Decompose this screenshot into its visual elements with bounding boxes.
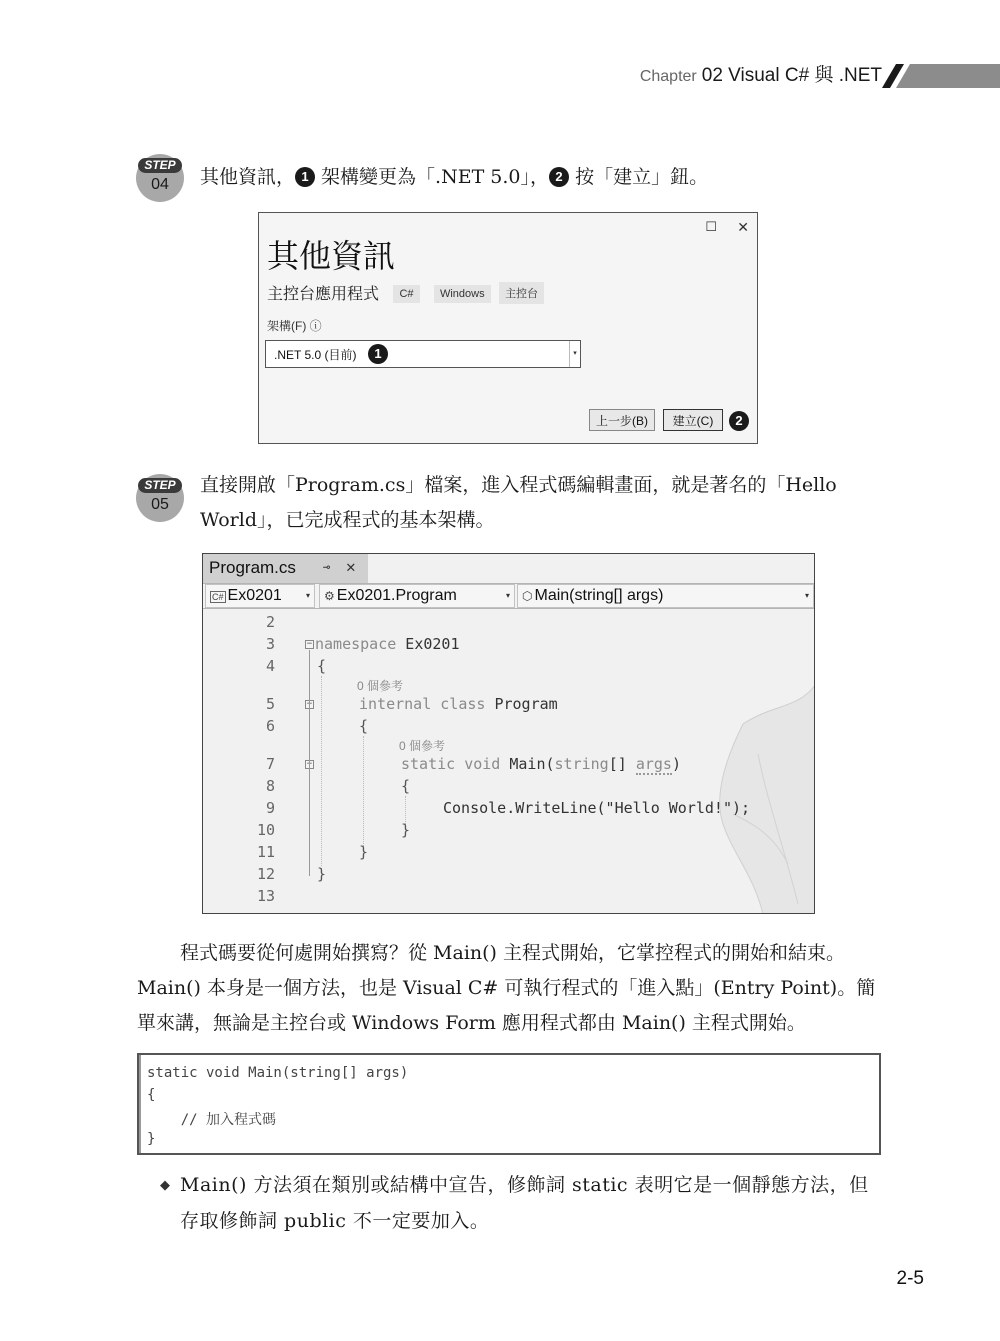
code-sample-line: { bbox=[147, 1087, 156, 1103]
chapter-header bbox=[640, 60, 882, 87]
fold-toggle[interactable]: − bbox=[306, 759, 313, 769]
line-number: 7 bbox=[265, 755, 275, 773]
additional-info-dialog bbox=[258, 212, 758, 444]
class-icon: ⚙ bbox=[324, 589, 335, 603]
line-number: 11 bbox=[256, 843, 275, 861]
code-sample-box bbox=[137, 1053, 881, 1155]
code-console-line: Console.WriteLine("Hello World!"); bbox=[443, 799, 751, 817]
chapter-label: Chapter bbox=[639, 68, 697, 85]
chip-platform: Windows bbox=[434, 285, 491, 303]
line-number: 9 bbox=[265, 799, 275, 817]
step-number: 05 bbox=[151, 496, 169, 513]
marker-1: 1 bbox=[295, 167, 315, 187]
class-dropdown[interactable]: ⚙ Ex0201.Program ▾ bbox=[319, 584, 515, 608]
tab-program-cs[interactable] bbox=[203, 554, 368, 583]
marker-2: 2 bbox=[549, 167, 569, 187]
code-sample-line: // 加入程式碼 bbox=[147, 1112, 277, 1128]
chevron-down-icon[interactable]: ▾ bbox=[569, 341, 580, 367]
code-brace: { bbox=[317, 657, 327, 675]
body-paragraph-line-1: 程式碼要從何處開始撰寫？從 Main() 主程式開始，它掌控程式的開始和結束。 bbox=[180, 942, 846, 964]
chapter-title: 02 Visual C# 與 .NET bbox=[701, 65, 882, 86]
line-number: 3 bbox=[265, 635, 275, 653]
body-paragraph-line-3: 單來講，無論是主控台或 Windows Form 應用程式都由 Main() 主程式開始。 bbox=[137, 1012, 806, 1034]
marker-1: 1 bbox=[368, 344, 388, 364]
line-number: 6 bbox=[265, 717, 275, 735]
code-brace: } bbox=[401, 821, 411, 839]
dialog-subtitle: 主控台應用程式 C# Windows 主控台 bbox=[267, 281, 544, 304]
fold-guide bbox=[309, 650, 310, 876]
header-stripe bbox=[882, 64, 1000, 88]
create-button[interactable]: 建立(C) bbox=[663, 409, 723, 431]
note-line-1: Main() 方法須在類別或結構中宣告，修飾詞 static 表明它是一個靜態方法，但 bbox=[180, 1174, 869, 1196]
chevron-down-icon: ▾ bbox=[804, 591, 809, 600]
line-number: 2 bbox=[265, 613, 275, 631]
line-number: 13 bbox=[256, 887, 275, 905]
code-brace: } bbox=[359, 843, 369, 861]
pin-icon[interactable]: ⊸ bbox=[323, 560, 331, 574]
code-class: internal class Program bbox=[359, 695, 558, 713]
background-illustration bbox=[703, 664, 815, 914]
navigation-bar bbox=[203, 583, 814, 609]
line-number: 8 bbox=[265, 777, 275, 795]
step-tag: STEP bbox=[138, 478, 182, 493]
code-editor bbox=[202, 553, 815, 914]
csharp-project-icon: C# bbox=[212, 592, 224, 602]
project-dropdown[interactable]: C# Ex0201 ▾ bbox=[205, 584, 315, 608]
code-brace: { bbox=[359, 717, 369, 735]
info-icon: ⓘ bbox=[309, 319, 322, 333]
note-line-2: 存取修飾詞 public 不一定要加入。 bbox=[180, 1210, 490, 1232]
line-number: 4 bbox=[265, 657, 275, 675]
line-number: 12 bbox=[256, 865, 275, 883]
chevron-down-icon: ▾ bbox=[305, 591, 310, 600]
maximize-icon[interactable]: ☐ bbox=[705, 219, 717, 234]
framework-label: 架構(F) ⓘ bbox=[267, 319, 322, 333]
line-number: 5 bbox=[265, 695, 275, 713]
step-05-line-2: World」，已完成程式的基本架構。 bbox=[200, 509, 495, 531]
step-tag: STEP bbox=[138, 158, 182, 173]
method-icon: ⬡ bbox=[522, 589, 533, 603]
step-04-badge bbox=[136, 154, 184, 202]
framework-select[interactable] bbox=[265, 340, 581, 368]
fold-toggle[interactable]: − bbox=[306, 699, 313, 709]
code-sample-line: } bbox=[147, 1131, 156, 1147]
code-main: static void Main(string[] args) bbox=[401, 755, 681, 773]
chip-language: C# bbox=[393, 285, 419, 303]
code-brace: } bbox=[317, 865, 327, 883]
framework-value: .NET 5.0 (目前) bbox=[274, 348, 357, 362]
code-brace: { bbox=[401, 777, 411, 795]
member-dropdown[interactable]: ⬡ Main(string[] args) ▾ bbox=[517, 584, 814, 608]
code-namespace: namespace Ex0201 bbox=[315, 635, 460, 653]
step-05-badge bbox=[136, 474, 184, 522]
reference-hint: 0 個參考 bbox=[357, 679, 404, 693]
step-04-instruction: 其他資訊， 1 架構變更為「.NET 5.0」， 2 按「建立」鈕。 bbox=[200, 166, 709, 188]
close-icon[interactable]: ✕ bbox=[346, 557, 356, 576]
body-paragraph-line-2: Main() 本身是一個方法，也是 Visual C# 可執行程式的「進入點」(Entry Point)。簡 bbox=[137, 977, 876, 999]
line-number: 10 bbox=[256, 821, 275, 839]
step-number: 04 bbox=[151, 176, 169, 193]
dialog-title: 其他資訊 bbox=[267, 238, 396, 274]
indent-guide bbox=[321, 676, 322, 866]
marker-2: 2 bbox=[729, 411, 749, 431]
code-sample-line: static void Main(string[] args) bbox=[147, 1065, 409, 1081]
step-05-line-1: 直接開啟「Program.cs」檔案，進入程式碼編輯畫面，就是著名的「Hello bbox=[200, 474, 837, 496]
fold-toggle[interactable]: − bbox=[306, 639, 313, 649]
chip-type: 主控台 bbox=[499, 282, 544, 304]
back-button[interactable]: 上一步(B) bbox=[589, 409, 655, 431]
chevron-down-icon: ▾ bbox=[505, 591, 510, 600]
diamond-bullet-icon: ◆ bbox=[160, 1178, 170, 1193]
tab-label: Program.cs bbox=[209, 558, 296, 577]
close-icon[interactable]: ✕ bbox=[737, 219, 749, 235]
page-number: 2-5 bbox=[896, 1268, 924, 1289]
indent-guide bbox=[363, 736, 364, 846]
reference-hint: 0 個參考 bbox=[399, 739, 446, 753]
